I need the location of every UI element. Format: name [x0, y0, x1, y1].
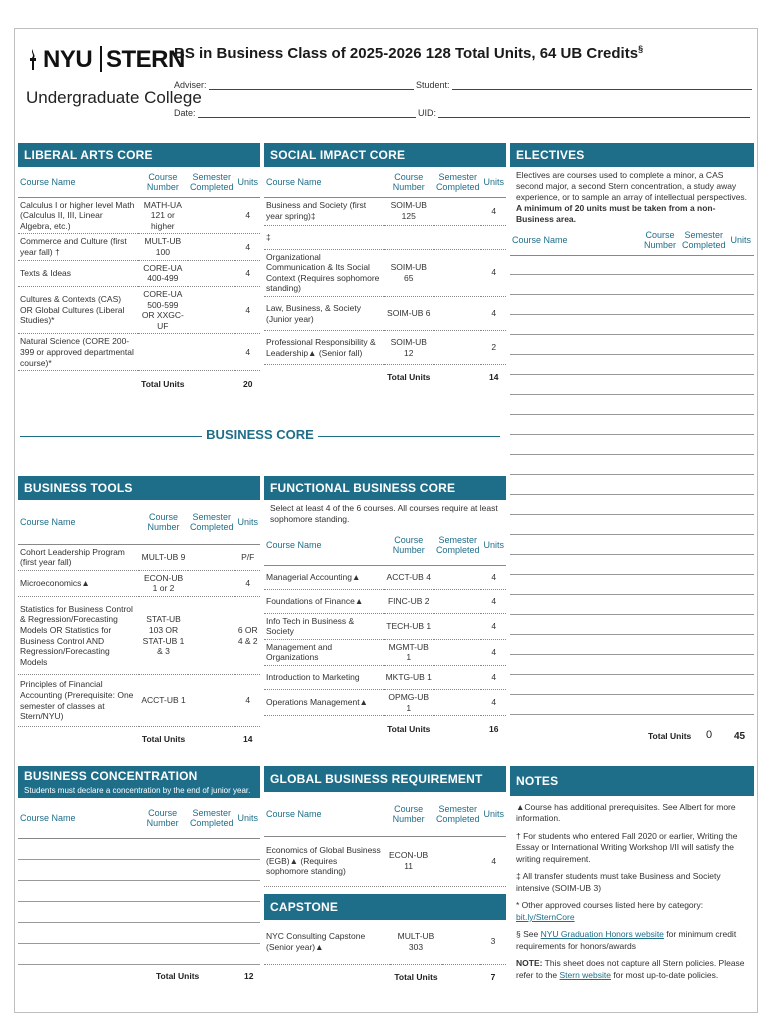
table-row — [264, 565, 506, 589]
note-text: * Other approved courses listed here by category: — [516, 900, 704, 911]
table-row — [18, 260, 260, 286]
semester-cell[interactable] — [434, 690, 482, 716]
functional-core-note: Select at least 4 of the 6 courses. All courses require at least sophomore standing. — [270, 503, 498, 525]
semester-cell[interactable] — [434, 666, 482, 690]
table-row — [264, 613, 506, 639]
course-name: Professional Responsibility & Leadership▲ (Senior fall) — [264, 331, 384, 365]
course-number: ECON-UB 11 — [383, 836, 434, 886]
note-transfer: ‡ All transfer students must take Business and Society intensive (SOIM-UB 3) — [516, 871, 721, 893]
course-number: SOIM-UB 6 — [384, 297, 434, 331]
course-number: SOIM-UB 125 — [384, 197, 434, 225]
table-header — [18, 798, 260, 838]
table-row — [18, 234, 260, 260]
liberal-arts-table — [18, 167, 260, 397]
units-cell: 4 — [481, 690, 506, 716]
table-row — [264, 589, 506, 613]
total-units: 45 — [734, 731, 746, 742]
course-name: Statistics for Business Control & Regression/Forecasting Models OR Statistics for Business Control AND Regression/Forecasting Models — [18, 597, 139, 675]
semester-cell[interactable] — [434, 225, 482, 249]
col-course-number: Course Number — [640, 225, 680, 255]
col-course-name: Course Name — [264, 792, 383, 836]
total-row — [264, 716, 506, 742]
business-core-label: BUSINESS CORE — [202, 427, 318, 442]
col-course-name: Course Name — [18, 500, 139, 544]
course-number: MGMT-UB 1 — [384, 639, 434, 665]
total-completed[interactable]: 0 — [706, 729, 713, 741]
note-bold: NOTE: — [516, 958, 543, 969]
electives-desc-bold: A minimum of 20 units must be taken from a non-Business area. — [516, 203, 716, 225]
page-title — [174, 44, 643, 62]
col-units: Units — [728, 225, 754, 255]
col-semester: Semester Completed — [434, 792, 482, 836]
col-course-number: Course Number — [137, 798, 188, 838]
adviser-label: Adviser: — [174, 80, 207, 90]
semester-cell[interactable] — [188, 334, 236, 371]
concentration-note: Students must declare a concentration by the end of junior year. — [18, 786, 260, 798]
adviser-field[interactable] — [209, 81, 414, 90]
course-name: Principles of Financial Accounting (Prerequisite: One semester of classes at Stern/NYU) — [18, 675, 139, 727]
table-row — [264, 666, 506, 690]
col-course-number: Course Number — [384, 167, 434, 197]
total-row — [18, 371, 260, 397]
note-text: for minimum credit requirements for honors/awards — [516, 929, 737, 951]
logo-nyu: NYU — [43, 46, 93, 73]
semester-cell[interactable] — [188, 570, 236, 596]
semester-cell[interactable] — [434, 639, 482, 665]
semester-cell[interactable] — [434, 613, 482, 639]
units-cell: 4 — [235, 675, 260, 727]
col-course-name: Course Name — [18, 798, 137, 838]
units-cell: 4 — [235, 197, 260, 234]
total-row — [264, 365, 506, 391]
title-text: BS in Business Class of 2025-2026 128 Total Units, 64 UB Credits — [174, 45, 639, 62]
col-units: Units — [235, 500, 260, 544]
electives-description — [510, 167, 754, 225]
units-cell: 4 — [481, 249, 506, 297]
table-row — [264, 225, 506, 249]
semester-cell[interactable] — [434, 249, 482, 297]
table-header — [18, 167, 260, 197]
title-mark: § — [638, 44, 644, 54]
functional-core-table — [264, 525, 506, 742]
units-cell: P/F — [235, 544, 260, 570]
social-impact-title: SOCIAL IMPACT CORE — [264, 143, 506, 167]
semester-cell[interactable] — [188, 260, 236, 286]
table-row — [264, 197, 506, 225]
col-units: Units — [481, 167, 506, 197]
semester-cell[interactable] — [434, 836, 482, 886]
graduation-honors-link[interactable]: NYU Graduation Honors website — [540, 929, 664, 940]
concentration-section — [18, 766, 260, 989]
course-number: MKTG-UB 1 — [384, 666, 434, 690]
stern-website-link[interactable]: Stern website — [559, 969, 611, 980]
electives-title: ELECTIVES — [510, 143, 754, 167]
units-cell: 4 — [481, 565, 506, 589]
course-name: Management and Organizations — [264, 639, 384, 665]
course-number — [384, 225, 434, 249]
col-course-number: Course Number — [383, 792, 434, 836]
notes-section — [510, 766, 754, 987]
course-number: MULT-UB 9 — [139, 544, 188, 570]
table-row — [264, 836, 506, 886]
business-tools-section — [18, 476, 260, 753]
capstone-section — [264, 894, 506, 990]
course-name: Introduction to Marketing — [264, 666, 384, 690]
course-name: Cohort Leadership Program (first year fall) — [18, 544, 139, 570]
date-field[interactable] — [198, 109, 416, 118]
semester-cell[interactable] — [434, 589, 482, 613]
col-units: Units — [235, 167, 260, 197]
uid-field[interactable] — [438, 109, 750, 118]
table-header — [264, 167, 506, 197]
table-row — [18, 286, 260, 334]
table-row — [264, 249, 506, 297]
units-cell: 4 — [481, 836, 506, 886]
total-row — [264, 964, 506, 990]
concentration-table — [18, 798, 260, 839]
col-units: Units — [481, 525, 506, 565]
logo-subtitle: Undergraduate College — [26, 88, 202, 107]
table-row — [18, 334, 260, 371]
col-course-number: Course Number — [139, 500, 188, 544]
col-semester: Semester Completed — [434, 167, 482, 197]
social-impact-section — [264, 143, 506, 391]
course-name: Managerial Accounting▲ — [264, 565, 384, 589]
capstone-title: CAPSTONE — [264, 894, 506, 920]
logo-divider — [100, 46, 102, 72]
concentration-total-row — [18, 967, 260, 989]
course-number: ACCT-UB 1 — [139, 675, 188, 727]
units-cell: 4 — [235, 260, 260, 286]
total-units: 20 — [243, 378, 253, 389]
total-label: Total Units — [387, 723, 431, 734]
social-impact-table — [264, 167, 506, 391]
total-label: Total Units — [648, 731, 692, 741]
student-field[interactable] — [452, 81, 752, 90]
course-number: SOIM-UB 12 — [384, 331, 434, 365]
total-units: 14 — [243, 734, 253, 745]
uid-label: UID: — [418, 108, 437, 118]
table-row — [264, 331, 506, 365]
total-label: Total Units — [156, 970, 200, 981]
course-name: Law, Business, & Society (Junior year) — [264, 297, 384, 331]
student-label: Student: — [416, 80, 450, 90]
units-cell: 4 — [481, 666, 506, 690]
table-row — [18, 675, 260, 727]
course-name: Foundations of Finance▲ — [264, 589, 384, 613]
course-number: SOIM-UB 65 — [384, 249, 434, 297]
semester-cell[interactable] — [188, 597, 236, 675]
global-requirement-table — [264, 792, 506, 887]
date-label: Date: — [174, 108, 196, 118]
course-number: FINC-UB 2 — [384, 589, 434, 613]
units-cell: 4 — [481, 613, 506, 639]
course-number: OPMG-UB 1 — [384, 690, 434, 716]
total-units: 7 — [490, 971, 496, 982]
date-line — [174, 108, 750, 118]
col-semester: Semester Completed — [188, 167, 236, 197]
note-writing: † For students who entered Fall 2020 or earlier, Writing the Essay or International Writing Workshop I/II will satisfy the writing requirement. — [516, 830, 738, 864]
col-course-number: Course Number — [384, 525, 434, 565]
col-units: Units — [481, 792, 506, 836]
col-course-name: Course Name — [264, 167, 384, 197]
course-name: Natural Science (CORE 200-399 or approved departmental course)* — [18, 334, 138, 371]
col-units: Units — [235, 798, 260, 838]
units-cell: 4 — [481, 197, 506, 225]
concentration-blank-rows — [18, 839, 260, 967]
liberal-arts-section — [18, 143, 260, 397]
table-header — [264, 525, 506, 565]
course-number: TECH-UB 1 — [384, 613, 434, 639]
course-number: MULT-UB 100 — [138, 234, 188, 260]
stern-core-link[interactable]: bit.ly/SternCore — [516, 911, 575, 922]
table-header — [264, 792, 506, 836]
units-cell — [481, 225, 506, 249]
units-cell: 4 — [235, 234, 260, 260]
semester-cell[interactable] — [434, 297, 482, 331]
units-cell: 4 — [481, 639, 506, 665]
capstone-table — [264, 920, 506, 990]
total-label: Total Units — [141, 734, 186, 745]
global-requirement-section — [264, 766, 506, 887]
notes-list — [510, 796, 754, 981]
electives-table — [510, 225, 754, 256]
header — [14, 28, 758, 136]
course-name: Economics of Global Business (EGB)▲ (Requires sophomore standing) — [264, 836, 383, 886]
table-row — [18, 544, 260, 570]
course-number — [138, 334, 188, 371]
business-core-divider — [20, 423, 500, 449]
business-tools-title: BUSINESS TOOLS — [18, 476, 260, 500]
note-text: This sheet does not capture all Stern policies. Please refer to the — [516, 958, 745, 980]
total-units: 16 — [489, 723, 499, 734]
course-name: Calculus I or higher level Math (Calculus II, III, Linear Algebra, etc.) — [18, 197, 138, 234]
note-prerequisites: ▲Course has additional prerequisites. See Albert for more information. — [516, 802, 736, 824]
global-requirement-title: GLOBAL BUSINESS REQUIREMENT — [264, 766, 506, 792]
course-number: STAT-UB 103 OR STAT-UB 1 & 3 — [139, 597, 188, 675]
course-number: MATH-UA 121 or higher — [138, 197, 188, 234]
course-number: CORE-UA 400-499 — [138, 260, 188, 286]
course-number: CORE-UA 500-599 OR XXGC-UF — [138, 286, 188, 334]
table-row — [264, 297, 506, 331]
liberal-arts-title: LIBERAL ARTS CORE — [18, 143, 260, 167]
semester-cell[interactable] — [188, 675, 236, 727]
col-course-name: Course Name — [264, 525, 384, 565]
course-name: ‡ — [264, 225, 384, 249]
table-row — [264, 690, 506, 716]
table-header — [18, 500, 260, 544]
electives-total-row — [510, 727, 754, 749]
course-number: MULT-UB 303 — [390, 920, 442, 964]
note-text: § See — [516, 929, 539, 940]
course-number: ECON-UB 1 or 2 — [139, 570, 188, 596]
units-cell: 4 — [481, 297, 506, 331]
total-row — [18, 727, 260, 753]
semester-cell[interactable] — [188, 544, 236, 570]
course-name: Business and Society (first year spring)‡ — [264, 197, 384, 225]
notes-title: NOTES — [510, 766, 754, 796]
total-units: 12 — [244, 970, 254, 981]
units-cell: 2 — [481, 331, 506, 365]
semester-cell[interactable] — [434, 565, 482, 589]
course-name: Info Tech in Business & Society — [264, 613, 384, 639]
note-approved-courses — [516, 900, 750, 923]
table-row — [18, 197, 260, 234]
units-cell: 3 — [480, 920, 506, 964]
semester-cell[interactable] — [434, 331, 482, 365]
table-row — [18, 570, 260, 596]
col-semester: Semester Completed — [434, 525, 482, 565]
functional-core-title: FUNCTIONAL BUSINESS CORE — [264, 476, 506, 500]
col-course-number: Course Number — [138, 167, 188, 197]
course-number: ACCT-UB 4 — [384, 565, 434, 589]
course-name: Microeconomics▲ — [18, 570, 139, 596]
semester-cell[interactable] — [188, 197, 236, 234]
electives-section — [510, 143, 754, 753]
col-course-name: Course Name — [18, 167, 138, 197]
course-name: Operations Management▲ — [264, 690, 384, 716]
table-row — [264, 639, 506, 665]
logo-stern: STERN — [106, 46, 185, 73]
course-name: Commerce and Culture (first year fall) † — [18, 234, 138, 260]
semester-cell[interactable] — [442, 920, 480, 964]
col-semester: Semester Completed — [188, 798, 236, 838]
units-cell: 4 — [235, 286, 260, 334]
semester-cell[interactable] — [188, 286, 236, 334]
course-name: Organizational Communication & Its Social Context (Requires sophomore standing) — [264, 249, 384, 297]
col-semester: Semester Completed — [680, 225, 728, 255]
torch-icon — [26, 48, 40, 70]
electives-desc-text: Electives are courses used to complete a minor, a CAS second major, a second Stern concentration, a study away experience, or to sample an array of intellectual perspectives. — [516, 170, 748, 203]
units-cell: 4 — [235, 334, 260, 371]
table-row — [18, 597, 260, 675]
units-cell: 4 — [235, 570, 260, 596]
semester-cell[interactable] — [188, 234, 236, 260]
note-text: for most up-to-date policies. — [613, 969, 719, 980]
total-label: Total Units — [394, 971, 438, 982]
electives-blank-rows — [510, 255, 754, 723]
col-course-name: Course Name — [510, 225, 640, 255]
course-name: NYC Consulting Capstone (Senior year)▲ — [264, 920, 390, 964]
semester-cell[interactable] — [434, 197, 482, 225]
units-cell: 4 — [481, 589, 506, 613]
total-units: 14 — [489, 372, 499, 383]
note-honors — [516, 929, 750, 952]
business-tools-table — [18, 500, 260, 753]
note-policies — [516, 958, 750, 981]
total-label: Total Units — [387, 372, 431, 383]
course-name: Cultures & Contexts (CAS) OR Global Cultures (Liberal Studies)* — [18, 286, 138, 334]
col-semester: Semester Completed — [188, 500, 236, 544]
table-row — [264, 920, 506, 964]
adviser-line — [174, 80, 752, 90]
functional-core-section — [264, 476, 506, 742]
concentration-title: BUSINESS CONCENTRATION — [18, 766, 260, 786]
table-header — [510, 225, 754, 255]
units-cell: 6 OR 4 & 2 — [235, 597, 260, 675]
course-name: Texts & Ideas — [18, 260, 138, 286]
total-label: Total Units — [141, 378, 185, 389]
